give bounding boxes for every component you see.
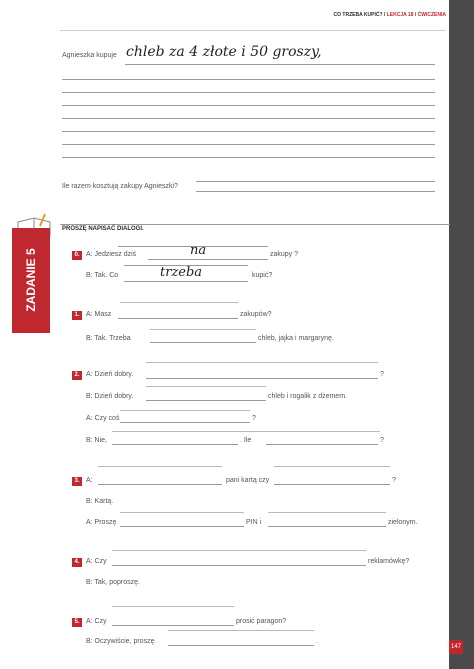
dialog-text: A: Czy xyxy=(86,558,107,565)
writing-line[interactable] xyxy=(112,550,366,551)
dialog-text: B: Kartą. xyxy=(86,498,114,505)
answer-line[interactable] xyxy=(98,484,222,485)
writing-line[interactable] xyxy=(62,79,435,80)
dialog-text: ? xyxy=(392,477,396,484)
writing-line[interactable] xyxy=(62,144,435,145)
dialog-text: zakupy ? xyxy=(270,251,299,258)
answer-line[interactable] xyxy=(168,645,314,646)
dialog-text: B: Dzień dobry. xyxy=(86,393,134,400)
handwritten-answer: trzeba xyxy=(160,265,203,280)
intro-prefix: Agnieszka kupuje xyxy=(62,52,117,59)
answer-line[interactable] xyxy=(118,318,238,319)
answer-line[interactable] xyxy=(268,526,386,527)
zadanie-label: ZADANIE 5 xyxy=(24,248,38,312)
dialog-text: PIN i xyxy=(246,519,262,526)
writing-line[interactable] xyxy=(125,64,435,65)
dialog-number: 5. xyxy=(72,618,82,627)
instruction-bar xyxy=(60,224,450,235)
dialog-text: zielonym. xyxy=(388,519,418,526)
header-section: ĆWICZENIA xyxy=(417,12,446,18)
answer-line[interactable] xyxy=(274,484,390,485)
zadanie-tab xyxy=(12,228,50,333)
dialog-text: B: Oczywiście, proszę xyxy=(86,638,155,645)
dialog-text: kupić? xyxy=(252,272,273,279)
writing-line[interactable] xyxy=(168,630,314,631)
dialog-text: A: Proszę xyxy=(86,519,117,526)
header-separator: / xyxy=(414,12,418,18)
dialog-text: A: xyxy=(86,477,93,484)
writing-line[interactable] xyxy=(62,131,435,132)
dialog-text: B: Tak. Trzeba xyxy=(86,335,131,342)
dialog-text: zakupów? xyxy=(240,311,272,318)
answer-line[interactable] xyxy=(146,400,266,401)
writing-line[interactable] xyxy=(146,362,378,363)
answer-line[interactable] xyxy=(150,342,256,343)
writing-line[interactable] xyxy=(274,466,390,467)
answer-line[interactable] xyxy=(148,259,268,260)
dialog-text: chleb i rogalik z dżemem. xyxy=(268,393,347,400)
answer-line[interactable] xyxy=(120,422,250,423)
dialog-text: ? xyxy=(252,415,256,422)
writing-line[interactable] xyxy=(112,606,234,607)
page-number: 147 xyxy=(449,640,463,654)
dialog-text: ? xyxy=(380,371,384,378)
answer-line[interactable] xyxy=(146,378,378,379)
dialog-text: B: Nie, xyxy=(86,437,108,444)
answer-line[interactable] xyxy=(112,444,238,445)
dialog-text: ? xyxy=(380,437,384,444)
answer-line[interactable] xyxy=(124,281,248,282)
writing-line[interactable] xyxy=(150,329,256,330)
dialog-text: . xyxy=(316,638,318,645)
intro-handwritten: chleb za 4 złote i 50 groszy, xyxy=(126,44,322,60)
right-margin-bar xyxy=(449,0,474,669)
writing-line[interactable] xyxy=(62,118,435,119)
page-header xyxy=(300,12,446,18)
dialog-text: prosić paragon? xyxy=(236,618,287,625)
writing-line[interactable] xyxy=(98,466,222,467)
answer-line[interactable] xyxy=(112,625,234,626)
writing-line[interactable] xyxy=(146,386,266,387)
dialog-text: chleb, jajka i margarynę. xyxy=(258,335,334,342)
dialog-text: reklamówkę? xyxy=(368,558,410,565)
header-lesson: LEKCJA 18 xyxy=(386,12,414,18)
answer-line[interactable] xyxy=(196,191,435,192)
writing-line[interactable] xyxy=(120,302,238,303)
dialog-text: A: Dzień dobry. xyxy=(86,371,134,378)
handwritten-answer: na xyxy=(190,243,207,258)
answer-line[interactable] xyxy=(120,526,244,527)
dialog-number: 3. xyxy=(72,477,82,486)
writing-line[interactable] xyxy=(268,512,386,513)
writing-line[interactable] xyxy=(120,410,250,411)
dialog-text: B: Tak. Co xyxy=(86,272,119,279)
answer-line[interactable] xyxy=(266,444,378,445)
dialog-number: 0. xyxy=(72,251,82,260)
dialog-text: A: Masz xyxy=(86,311,112,318)
dialog-text: pani kartą czy xyxy=(226,477,270,484)
instruction-text: PROSZĘ NAPISAĆ DIALOGI. xyxy=(62,226,144,232)
header-separator: / xyxy=(383,12,387,18)
writing-line[interactable] xyxy=(62,157,435,158)
question-text: Ile razem kosztują zakupy Agnieszki? xyxy=(62,183,178,190)
writing-line[interactable] xyxy=(62,92,435,93)
dialog-text: A: Czy coś xyxy=(86,415,120,422)
dialog-text: A: Czy xyxy=(86,618,107,625)
writing-line[interactable] xyxy=(112,431,380,432)
header-rule xyxy=(60,30,446,31)
answer-line[interactable] xyxy=(196,181,435,182)
answer-line[interactable] xyxy=(112,565,366,566)
dialog-text: A: Jedziesz dziś xyxy=(86,251,137,258)
dialog-number: 2. xyxy=(72,371,82,380)
dialog-number: 1. xyxy=(72,311,82,320)
dialog-number: 4. xyxy=(72,558,82,567)
dialog-text: B: Tak, poproszę. xyxy=(86,579,140,586)
writing-line[interactable] xyxy=(120,512,244,513)
header-title: CO TRZEBA KUPIĆ? xyxy=(333,12,383,18)
writing-line[interactable] xyxy=(62,105,435,106)
dialog-text: . Ile xyxy=(240,437,252,444)
